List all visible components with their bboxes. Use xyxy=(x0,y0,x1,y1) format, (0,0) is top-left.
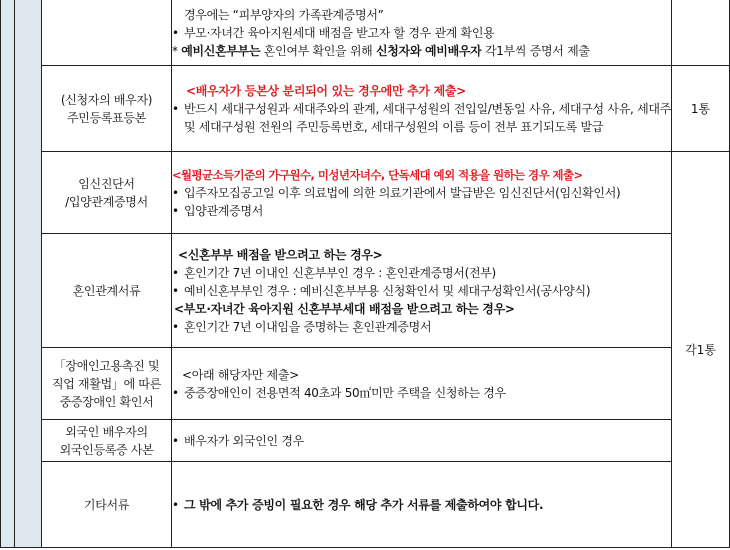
bullet-icon: • xyxy=(172,265,179,280)
doc-name-line: 임신진단서 xyxy=(78,176,135,191)
bullet-icon: • xyxy=(172,433,179,448)
doc-name-line: /입양관계증명서 xyxy=(65,194,148,209)
bullet-icon: • xyxy=(172,497,179,512)
list-item xyxy=(172,264,671,282)
doc-detail-cell xyxy=(172,66,672,152)
doc-detail-cell xyxy=(172,152,672,234)
doc-name-cell xyxy=(42,420,172,462)
table-row xyxy=(1,66,730,152)
list-item xyxy=(172,432,671,450)
list-item xyxy=(172,318,671,336)
list-item xyxy=(172,282,671,300)
list-item-text: 혼인기간 7년 이내인 신혼부부인 경우 : 혼인관계증명서(전부) xyxy=(184,265,496,280)
doc-name-line: (신청자의 배우자) xyxy=(60,92,153,107)
table-row xyxy=(1,420,730,462)
bullet-icon: • xyxy=(172,283,179,298)
doc-name-line: 외국인등록증 사본 xyxy=(59,442,154,457)
table-row xyxy=(1,0,730,66)
doc-detail-cell xyxy=(172,420,672,462)
list-item-text: 혼인기간 7년 이내임을 증명하는 혼인관계증명서 xyxy=(184,319,432,334)
list-item xyxy=(172,24,671,42)
doc-name-line: 외국인 배우자의 xyxy=(65,424,148,439)
bullet-icon: • xyxy=(172,319,179,334)
left-margin-band xyxy=(1,0,15,548)
note-bold-1: 예비신혼부부는 xyxy=(181,43,261,58)
table-row xyxy=(1,462,730,548)
list-item xyxy=(172,100,671,136)
doc-name-line: 주민등록표등본 xyxy=(66,110,147,125)
list-item-text: 중증장애인이 전용면적 40초과 50㎡미만 주택을 신청하는 경우 xyxy=(184,385,506,400)
doc-detail-cell xyxy=(172,0,672,66)
doc-detail-cell xyxy=(172,234,672,348)
note-prefix: * xyxy=(172,43,182,58)
condition-header: <월평균소득기준의 가구원수, 미성년자녀수, 단독세대 예외 적용을 원하는 경우 제출> xyxy=(172,167,583,182)
doc-name-line: 중증장애인 확인서 xyxy=(59,394,154,409)
doc-name-line: 직업 재활법」에 따른 xyxy=(51,376,162,391)
list-item xyxy=(172,184,671,202)
table-row xyxy=(1,234,730,348)
count-cell: 각1통 xyxy=(672,152,730,548)
list-item-text: 배우자가 외국인인 경우 xyxy=(184,433,304,448)
list-item-text: 그 밖에 추가 증빙이 필요한 경우 해당 추가 서류를 제출하여야 합니다. xyxy=(184,497,544,512)
left-category-band xyxy=(15,0,42,548)
list-item-text: 반드시 세대구성원과 세대주와의 관계, 세대구성원의 전입일/변동일 사유, 세대구성 사유, 세대주 및 세대구성원 전원의 주민등록번호, 세대구성원의 이름 등이 전부 표기되도록 발급 xyxy=(184,101,671,134)
doc-name-cell: 혼인관계서류 xyxy=(42,234,172,348)
list-item-text: 예비신혼부부인 경우 : 예비신혼부부용 신청확인서 및 세대구성확인서(공사양식) xyxy=(184,283,591,298)
note-line xyxy=(172,42,671,60)
doc-name-cell xyxy=(42,66,172,152)
doc-detail-cell xyxy=(172,348,672,420)
list-item xyxy=(172,496,671,514)
doc-name-cell xyxy=(42,348,172,420)
doc-name-cell xyxy=(42,0,172,66)
table-row xyxy=(1,152,730,234)
condition-header: <아래 해당자만 제출> xyxy=(182,367,299,382)
list-item xyxy=(172,384,671,402)
list-item xyxy=(172,202,671,220)
list-item-text: 입주자모집공고일 이후 의료법에 의한 의료기관에서 발급받은 임신진단서(임신확인서) xyxy=(184,185,621,200)
count-cell: 1통 xyxy=(672,66,730,152)
bullet-icon: • xyxy=(172,203,179,218)
doc-detail-cell xyxy=(172,462,672,548)
condition-header: <배우자가 등본상 분리되어 있는 경우에만 추가 제출> xyxy=(186,83,466,98)
doc-name-cell xyxy=(42,152,172,234)
bullet-icon: • xyxy=(172,25,179,40)
note-text-2: 각1부씩 증명서 제출 xyxy=(481,43,590,58)
detail-line: 경우에는 “피부양자의 가족관계증명서” xyxy=(184,7,384,22)
list-item-text: 입양관계증명서 xyxy=(184,203,264,218)
condition-header: <부모·자녀간 육아지원 신혼부부세대 배점을 받으려고 하는 경우> xyxy=(174,301,515,316)
condition-header: <신혼부부 배점을 받으려고 하는 경우> xyxy=(178,247,383,262)
doc-name-line: 「장애인고용촉진 및 xyxy=(53,358,160,373)
bullet-icon: • xyxy=(172,101,179,116)
doc-name-cell: 기타서류 xyxy=(42,462,172,548)
bullet-icon: • xyxy=(172,385,179,400)
note-bold-2: 신청자와 예비배우자 xyxy=(375,43,482,58)
bullet-icon: • xyxy=(172,185,179,200)
table-row xyxy=(1,348,730,420)
list-item-text: 부모·자녀간 육아지원세대 배점을 받고자 할 경우 관계 확인용 xyxy=(184,25,495,40)
count-cell xyxy=(672,0,730,66)
note-text-1: 혼인여부 확인을 위해 xyxy=(260,43,376,58)
